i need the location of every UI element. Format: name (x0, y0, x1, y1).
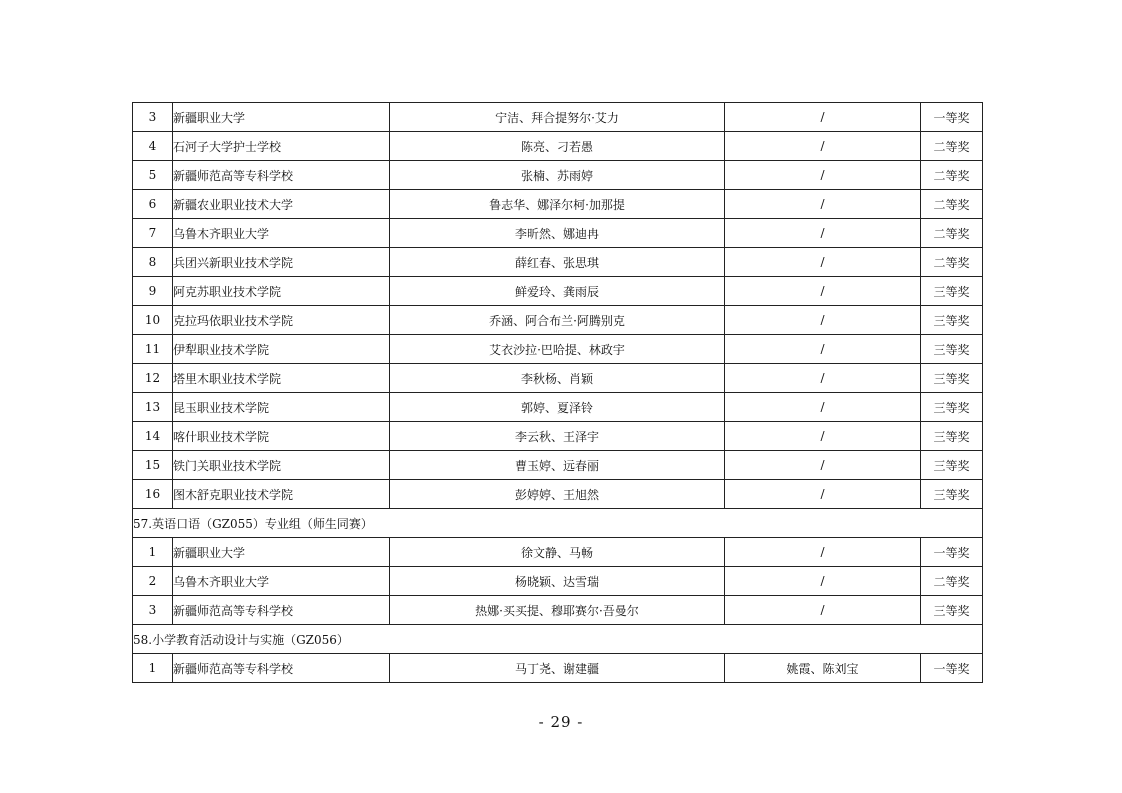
teacher-names: / (725, 538, 921, 567)
teacher-names: / (725, 277, 921, 306)
award-row (133, 335, 983, 364)
school-name: 新疆师范高等专科学校 (173, 654, 390, 683)
student-names: 曹玉婷、远春丽 (390, 451, 725, 480)
award-table-body (133, 103, 983, 683)
rank-number: 15 (133, 451, 173, 480)
teacher-names: / (725, 393, 921, 422)
section-title: 58.小学教育活动设计与实施（GZ056） (133, 625, 983, 654)
school-name: 新疆职业大学 (173, 103, 390, 132)
prize-level: 二等奖 (921, 219, 983, 248)
school-name: 乌鲁木齐职业大学 (173, 219, 390, 248)
student-names: 徐文静、马畅 (390, 538, 725, 567)
section-header-row (133, 625, 983, 654)
rank-number: 16 (133, 480, 173, 509)
rank-number: 2 (133, 567, 173, 596)
award-row (133, 654, 983, 683)
prize-level: 一等奖 (921, 103, 983, 132)
award-row (133, 422, 983, 451)
school-name: 石河子大学护士学校 (173, 132, 390, 161)
prize-level: 二等奖 (921, 132, 983, 161)
award-row (133, 393, 983, 422)
award-row (133, 248, 983, 277)
rank-number: 11 (133, 335, 173, 364)
rank-number: 1 (133, 538, 173, 567)
student-names: 陈亮、刁若愚 (390, 132, 725, 161)
school-name: 塔里木职业技术学院 (173, 364, 390, 393)
rank-number: 9 (133, 277, 173, 306)
school-name: 阿克苏职业技术学院 (173, 277, 390, 306)
prize-level: 一等奖 (921, 654, 983, 683)
award-row (133, 538, 983, 567)
teacher-names: / (725, 596, 921, 625)
teacher-names: / (725, 248, 921, 277)
teacher-names: / (725, 451, 921, 480)
school-name: 昆玉职业技术学院 (173, 393, 390, 422)
award-row (133, 567, 983, 596)
school-name: 兵团兴新职业技术学院 (173, 248, 390, 277)
prize-level: 二等奖 (921, 161, 983, 190)
student-names: 李昕然、娜迪冉 (390, 219, 725, 248)
rank-number: 14 (133, 422, 173, 451)
student-names: 鲁志华、娜泽尔柯·加那提 (390, 190, 725, 219)
student-names: 薛红春、张思琪 (390, 248, 725, 277)
page-number: - 29 - (538, 713, 584, 731)
prize-level: 三等奖 (921, 480, 983, 509)
prize-level: 三等奖 (921, 393, 983, 422)
rank-number: 10 (133, 306, 173, 335)
prize-level: 一等奖 (921, 538, 983, 567)
award-row (133, 132, 983, 161)
student-names: 李秋杨、肖颖 (390, 364, 725, 393)
award-table (132, 102, 983, 683)
award-row (133, 596, 983, 625)
rank-number: 3 (133, 596, 173, 625)
award-row (133, 306, 983, 335)
school-name: 喀什职业技术学院 (173, 422, 390, 451)
rank-number: 7 (133, 219, 173, 248)
prize-level: 三等奖 (921, 306, 983, 335)
student-names: 热娜·买买提、穆耶赛尔·吾曼尔 (390, 596, 725, 625)
award-row (133, 161, 983, 190)
student-names: 宁洁、拜合提努尔·艾力 (390, 103, 725, 132)
student-names: 张楠、苏雨婷 (390, 161, 725, 190)
student-names: 艾衣沙拉·巴哈提、林政宇 (390, 335, 725, 364)
rank-number: 1 (133, 654, 173, 683)
prize-level: 三等奖 (921, 422, 983, 451)
prize-level: 二等奖 (921, 248, 983, 277)
rank-number: 13 (133, 393, 173, 422)
school-name: 新疆职业大学 (173, 538, 390, 567)
school-name: 克拉玛依职业技术学院 (173, 306, 390, 335)
student-names: 李云秋、王泽宇 (390, 422, 725, 451)
teacher-names: / (725, 306, 921, 335)
award-row (133, 364, 983, 393)
prize-level: 三等奖 (921, 335, 983, 364)
prize-level: 二等奖 (921, 567, 983, 596)
school-name: 乌鲁木齐职业大学 (173, 567, 390, 596)
teacher-names: / (725, 480, 921, 509)
teacher-names: / (725, 422, 921, 451)
student-names: 乔涵、阿合布兰·阿腾别克 (390, 306, 725, 335)
teacher-names: 姚霞、陈刘宝 (725, 654, 921, 683)
student-names: 马丁尧、谢建疆 (390, 654, 725, 683)
teacher-names: / (725, 219, 921, 248)
student-names: 郭婷、夏泽铃 (390, 393, 725, 422)
student-names: 彭婷婷、王旭然 (390, 480, 725, 509)
teacher-names: / (725, 103, 921, 132)
teacher-names: / (725, 161, 921, 190)
teacher-names: / (725, 567, 921, 596)
rank-number: 5 (133, 161, 173, 190)
award-row (133, 451, 983, 480)
section-title: 57.英语口语（GZ055）专业组（师生同赛） (133, 509, 983, 538)
prize-level: 三等奖 (921, 364, 983, 393)
rank-number: 6 (133, 190, 173, 219)
prize-level: 二等奖 (921, 190, 983, 219)
teacher-names: / (725, 364, 921, 393)
school-name: 图木舒克职业技术学院 (173, 480, 390, 509)
student-names: 杨晓颖、达雪瑞 (390, 567, 725, 596)
school-name: 新疆师范高等专科学校 (173, 596, 390, 625)
teacher-names: / (725, 190, 921, 219)
rank-number: 8 (133, 248, 173, 277)
teacher-names: / (725, 335, 921, 364)
teacher-names: / (725, 132, 921, 161)
prize-level: 三等奖 (921, 277, 983, 306)
rank-number: 4 (133, 132, 173, 161)
award-row (133, 219, 983, 248)
section-header-row (133, 509, 983, 538)
rank-number: 3 (133, 103, 173, 132)
award-row (133, 480, 983, 509)
school-name: 伊犁职业技术学院 (173, 335, 390, 364)
prize-level: 三等奖 (921, 451, 983, 480)
student-names: 鲜爱玲、龚雨辰 (390, 277, 725, 306)
school-name: 新疆农业职业技术大学 (173, 190, 390, 219)
award-row (133, 190, 983, 219)
rank-number: 12 (133, 364, 173, 393)
school-name: 新疆师范高等专科学校 (173, 161, 390, 190)
school-name: 铁门关职业技术学院 (173, 451, 390, 480)
award-row (133, 103, 983, 132)
prize-level: 三等奖 (921, 596, 983, 625)
award-row (133, 277, 983, 306)
